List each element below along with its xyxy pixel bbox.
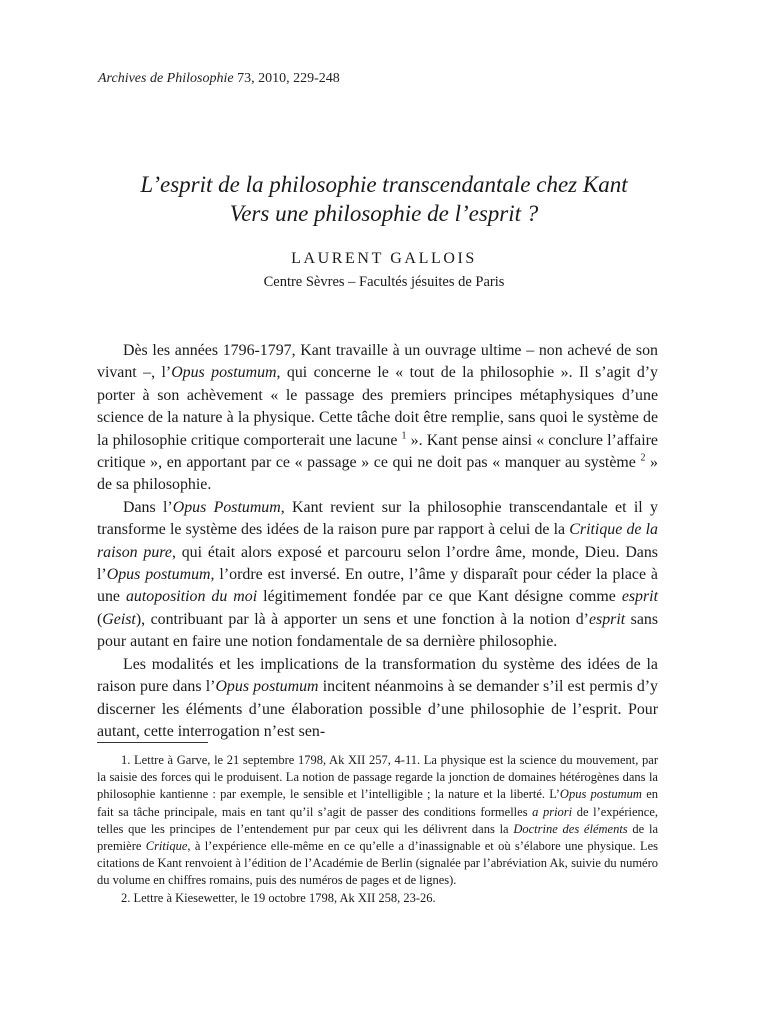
author-name: LAURENT GALLOIS (291, 250, 477, 267)
italic-text: Geist (102, 610, 136, 628)
italic-text: Doctrine des éléments (513, 821, 628, 836)
italic-text: esprit (621, 588, 659, 606)
text-run: incitent néanmoins à se demander s’il est permis d’y discerner les éléments d’une élaboration possible d’une philosophie de l’esprit. Pour autant, cette interrogation n’est sen- (97, 678, 658, 740)
text-run: de l’expérience, telles que les principes de l’entendement pur par ceux qui les délivrent dans la (97, 804, 658, 836)
italic-text: Critique (145, 839, 188, 854)
text-run: ), contribuant par là à apporter un sens et une fonction à la notion d’ (135, 610, 589, 628)
article-title (60, 170, 708, 228)
text-run: Dans l’ (123, 498, 173, 516)
footnote (97, 752, 658, 890)
text-run: de la première (97, 821, 658, 854)
italic-text: esprit (588, 610, 626, 628)
journal-name: Archives de Philosophie (98, 71, 234, 86)
body-paragraph (97, 340, 658, 497)
italic-text: a priori (532, 804, 573, 819)
italic-text: autoposition du moi (125, 588, 258, 606)
text-run: 1. Lettre à Garve, le 21 septembre 1798, Ak XII 257, 4-11. La physique est la science du mouvement, par la saisie des forces qui le produisent. La notion de passage regarde la jonction de domaines hétérogènes dans la philosophie kantienne : par exemple, le sensible et l’intelligible ; la nature et la liberté. L’ (97, 753, 658, 802)
subtitle-line: Vers une philosophie de l’esprit ? (229, 201, 539, 226)
body-paragraph (97, 497, 658, 654)
text-run: légitimement fondée par ce que Kant désigne comme (257, 588, 622, 606)
running-header (98, 71, 340, 87)
footnote (97, 890, 658, 907)
italic-text: Opus postumum (171, 364, 277, 382)
footnotes (97, 752, 658, 907)
italic-text: Opus postumum (559, 787, 642, 802)
italic-text: Opus postumum (106, 566, 211, 584)
text-run: Dès les années 1796-1797, Kant travaille à un ouvrage ultime – non achevé de son vivant –, l’ (97, 342, 658, 382)
article-body (97, 340, 658, 743)
footnote-ref: 2 (640, 452, 646, 464)
text-run: » de sa philosophie. (97, 454, 659, 494)
text-run: Les modalités et les implications de la transformation du système des idées de la raison pure dans l’ (97, 655, 658, 696)
text-run: , qui concerne le « tout de la philosophie ». Il s’agit d’y porter à son achèvement « le passage des premiers principes métaphysiques d’une science de la nature à la physique. Cette tâche doit être remplie, sans quoi le système de la philosophie critique comporterait une lacune (97, 364, 659, 449)
text-run: , qui était alors exposé et parcouru selon l’ordre âme, monde, Dieu. Dans l’ (97, 543, 658, 584)
body-paragraph (97, 654, 658, 744)
text-run: en fait sa tâche principale, mais en tant qu’il s’agit de passer des conditions formelles (97, 787, 658, 819)
text-run: , Kant revient sur la philosophie transcendantale et il y transforme le système des idées de la raison pure par rapport à celui de la (97, 498, 658, 539)
italic-text: Critique de la raison pure (97, 521, 659, 561)
text-run: 2. Lettre à Kiesewetter, le 19 octobre 1798, Ak XII 258, 23-26. (121, 890, 436, 905)
title-line: L’esprit de la philosophie transcendantale chez Kant (140, 172, 628, 197)
footnote-ref: 1 (401, 430, 407, 442)
text-run: ». Kant pense ainsi « conclure l’affaire critique », en apportant par ce « passage » ce qui ne doit pas « manquer au système (97, 431, 658, 472)
italic-text: Opus postumum (215, 678, 319, 696)
author-affiliation: Centre Sèvres – Facultés jésuites de Paris (263, 274, 505, 290)
journal-issue: 73, 2010, 229-248 (233, 71, 340, 86)
footnote-separator (97, 742, 208, 743)
italic-text: Opus Postumum (172, 498, 281, 516)
text-run: ( (97, 610, 103, 628)
text-run: sans pour autant en faire une notion fondamentale de sa dernière philosophie. (97, 610, 659, 651)
text-run: , à l’expérience elle-même en ce qu’elle a d’inassignable et où s’élabore une physique. Les citations de Kant renvoient à l’édition de l’Académie de Berlin (signalée par l’abréviation Ak, suivie du numéro du volume en chiffres romains, puis des numéros de pages et de lignes). (97, 839, 658, 888)
text-run: , l’ordre est inversé. En outre, l’âme y disparaît pour céder la place à une (97, 566, 658, 606)
